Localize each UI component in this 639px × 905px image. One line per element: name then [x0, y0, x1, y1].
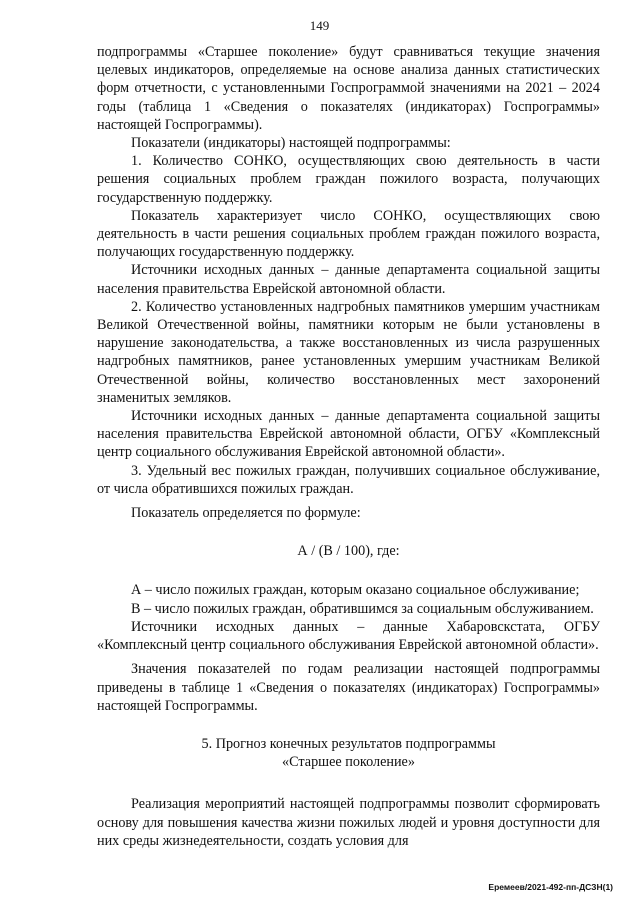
data-source-paragraph: Источники исходных данных – данные департамента социальной защиты населения правительства Еврейской автономной области, ОГБУ «Комплексный центр социального обслуживания Еврейской автономной области».	[97, 408, 600, 461]
paragraph: подпрограммы «Старшее поколение» будут сравниваться текущие значения целевых индикаторов, определяемые на основе анализа данных статистических форм отчетности, с установленными Госпрограммой значениями на 2021 – 2024 годы (таблица 1 «Сведения о показателях (индикаторах) Госпрограммы» настоящей Госпрограммы).	[97, 44, 600, 133]
paragraph: Значения показателей по годам реализации настоящей подпрограммы приведены в таблице 1 «Сведения о показателях (индикаторах) Госпрограммы» настоящей Госпрограммы.	[97, 661, 600, 714]
section-title-line2: «Старшее поколение»	[282, 754, 415, 771]
indicator-item-2: 2. Количество установленных надгробных памятников умершим участникам Великой Отечественной войны, памятники которым не были установлены в нарушение законодательства, а также восстановленных из числа разрушенных надгробных памятников, ранее установленных умершим участникам Великой Отечественной войны, количество восстановленных мест захоронений знаменитых земляков.	[97, 298, 600, 406]
section-title-line1: 5. Прогноз конечных результатов подпрограммы	[201, 735, 496, 752]
indicator-item-1: 1. Количество СОНКО, осуществляющих свою деятельность в части решения социальных проблем граждан пожилого возраста, получающих государственную поддержку.	[97, 153, 600, 206]
paragraph: Показатель определяется по формуле:	[131, 505, 361, 522]
paragraph: Показатели (индикаторы) настоящей подпрограммы:	[131, 135, 451, 152]
formula: А / (В / 100), где:	[297, 543, 400, 560]
paragraph: Реализация мероприятий настоящей подпрограммы позволит сформировать основу для повышения качества жизни пожилых людей и уровня доступности для них среды жизнедеятельности, создать условия для	[97, 796, 600, 849]
paragraph: Показатель характеризует число СОНКО, осуществляющих свою деятельность в части решения социальных проблем граждан пожилого возраста, получающих государственную поддержку.	[97, 207, 600, 261]
footer-stamp: Еремеев/2021-492-пп-ДСЗН(1)	[488, 882, 613, 892]
document-body	[97, 43, 600, 850]
formula-variable-b: В – число пожилых граждан, обратившимся за социальным обслуживанием.	[131, 600, 594, 617]
formula-variable-a: А – число пожилых граждан, которым оказано социальное обслуживание;	[131, 582, 580, 599]
page-number: 149	[309, 18, 330, 33]
data-source-paragraph: Источники исходных данных – данные департамента социальной защиты населения правительства Еврейской автономной области.	[97, 262, 600, 297]
indicator-item-3: 3. Удельный вес пожилых граждан, получивших социальное обслуживание, от числа обратившихся пожилых граждан.	[97, 462, 600, 497]
data-source-paragraph: Источники исходных данных – данные Хабаровскстата, ОГБУ «Комплексный центр социального обслуживания Еврейской автономной области».	[97, 618, 600, 654]
